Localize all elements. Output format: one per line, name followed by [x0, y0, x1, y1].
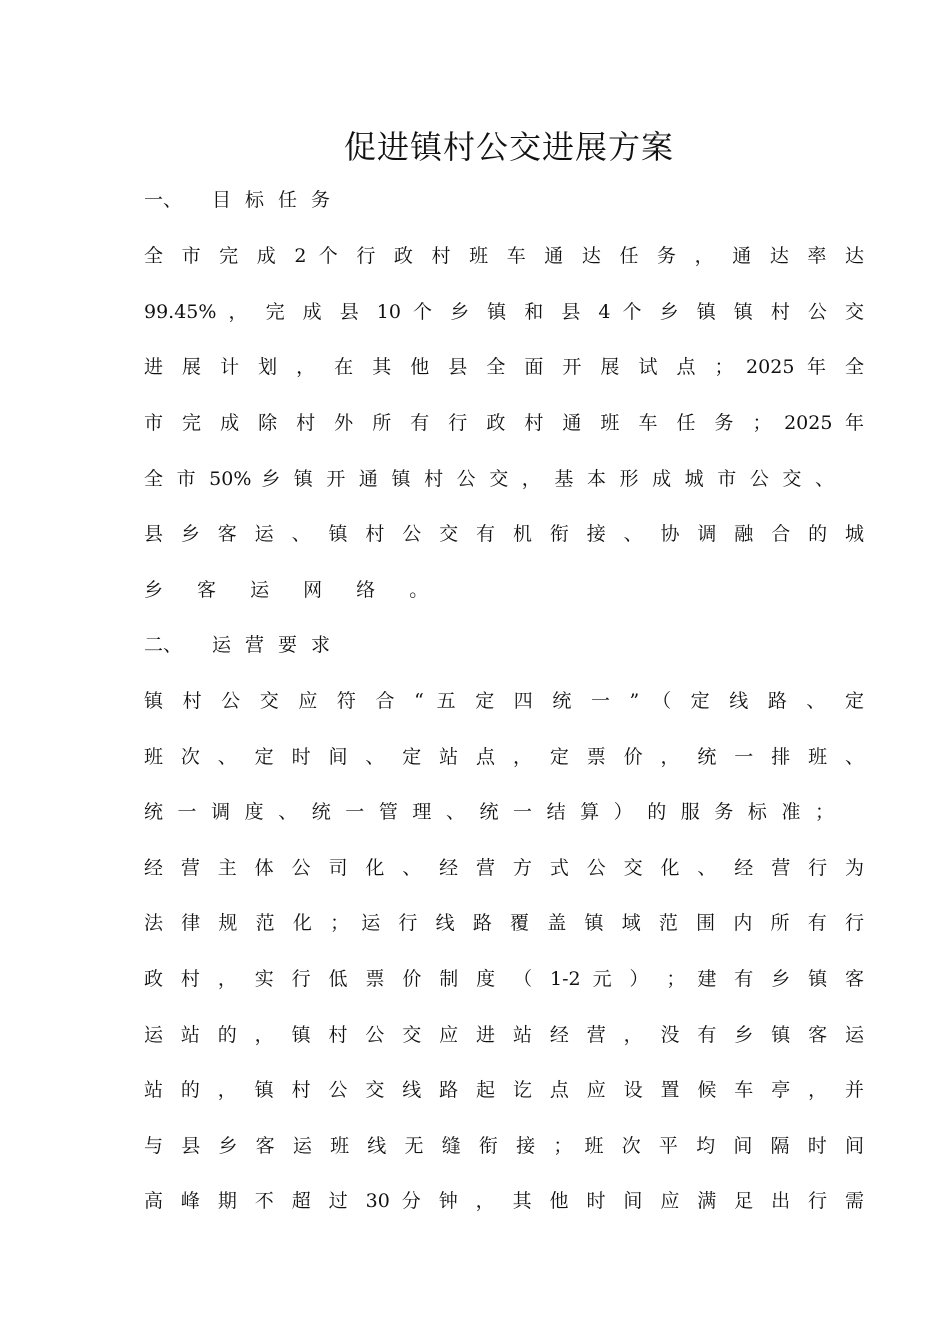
paragraph-line: 乡 客 运 网 络 。	[144, 579, 443, 601]
section-heading-2	[144, 628, 864, 662]
paragraph-line: 镇 村 公 交 应 符 合 “ 五 定 四 统 一 ” （ 定 线 路 、 定	[144, 690, 864, 712]
paragraph-line: 高 峰 期 不 超 过 30 分 钟 ， 其 他 时 间 应 满 足 出 行 需	[144, 1190, 864, 1212]
paragraph-line: 进 展 计 划 ， 在 其 他 县 全 面 开 展 试 点 ； 2025 年 全	[144, 356, 864, 378]
paragraph-line: 法 律 规 范 化 ； 运 行 线 路 覆 盖 镇 域 范 围 内 所 有 行	[144, 912, 864, 934]
paragraph-line: 政 村 ， 实 行 低 票 价 制 度 （ 1-2 元 ） ； 建 有 乡 镇 客	[144, 968, 864, 990]
section-heading-1	[144, 183, 864, 217]
paragraph-line: 运 站 的 ， 镇 村 公 交 应 进 站 经 营 ， 没 有 乡 镇 客 运	[144, 1024, 864, 1046]
section-title-2: 运营要求	[212, 634, 345, 656]
paragraph-line: 全 市 完 成 2 个 行 政 村 班 车 通 达 任 务 ， 通 达 率 达	[144, 245, 864, 267]
paragraph-line: 站 的 ， 镇 村 公 交 线 路 起 讫 点 应 设 置 候 车 亭 ， 并	[144, 1079, 864, 1101]
paragraph-line: 统 一 调 度 、 统 一 管 理 、 统 一 结 算 ） 的 服 务 标 准 ；	[144, 801, 834, 823]
paragraph-line: 县 乡 客 运 、 镇 村 公 交 有 机 衔 接 、 协 调 融 合 的 城	[144, 523, 864, 545]
section-number-1: 一、	[144, 189, 183, 211]
paragraph-line: 与 县 乡 客 运 班 线 无 缝 衔 接 ； 班 次 平 均 间 隔 时 间	[144, 1135, 864, 1157]
paragraph-line: 市 完 成 除 村 外 所 有 行 政 村 通 班 车 任 务 ； 2025 年	[144, 412, 864, 434]
document-title: 促进镇村公交进展方案	[343, 128, 674, 166]
paragraph-line: 班 次 、 定 时 间 、 定 站 点 ， 定 票 价 ， 统 一 排 班 、	[144, 746, 864, 768]
section-title-1: 目标任务	[212, 189, 345, 211]
paragraph-line: 经 营 主 体 公 司 化 、 经 营 方 式 公 交 化 、 经 营 行 为	[144, 857, 864, 879]
section-number-2: 二、	[144, 634, 183, 656]
paragraph-line: 全 市 50% 乡 镇 开 通 镇 村 公 交 ， 基 本 形 成 城 市 公 交 、	[144, 468, 834, 490]
paragraph-line: 99.45% ， 完 成 县 10 个 乡 镇 和 县 4 个 乡 镇 镇 村 公 交	[144, 301, 864, 323]
